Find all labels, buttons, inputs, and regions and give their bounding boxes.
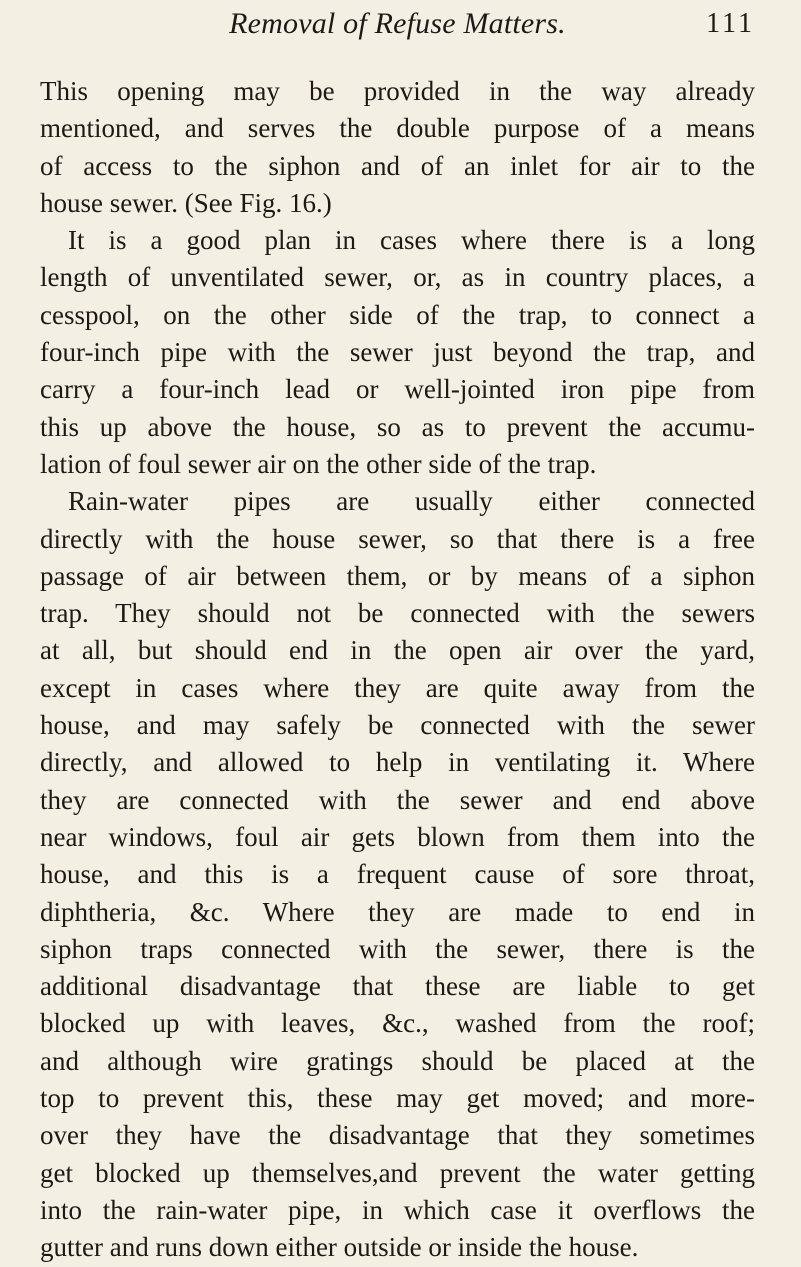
running-head	[40, 4, 755, 44]
text-line: at all, but should end in the open air over the yard,	[40, 635, 755, 666]
text-line: diphtheria, &c. Where they are made to end in	[40, 896, 755, 927]
text-line: Rain-water pipes are usually either connected	[68, 486, 755, 517]
body-text	[40, 73, 755, 1267]
text-line: It is a good plan in cases where there is a long	[68, 225, 755, 256]
text-line: trap. They should not be connected with the sewers	[40, 598, 755, 629]
text-line: four-inch pipe with the sewer just beyond the trap, and	[40, 337, 755, 368]
text-line: house, and this is a frequent cause of sore throat,	[40, 859, 755, 890]
text-line: directly with the house sewer, so that there is a free	[40, 523, 755, 554]
page-number: 111	[706, 8, 755, 39]
text-line: siphon traps connected with the sewer, there is the	[40, 933, 755, 964]
text-line: except in cases where they are quite away from the	[40, 672, 755, 703]
text-line: directly, and allowed to help in ventilating it. Where	[40, 747, 755, 778]
text-line: passage of air between them, or by means of a siphon	[40, 560, 755, 591]
text-line: top to prevent this, these may get moved; and more-	[40, 1083, 755, 1114]
text-line: additional disadvantage that these are liable to get	[40, 971, 755, 1002]
text-line: of access to the siphon and of an inlet for air to the	[40, 150, 755, 181]
text-line: gutter and runs down either outside or inside the house.	[40, 1232, 639, 1263]
text-line: and although wire gratings should be placed at the	[40, 1045, 755, 1076]
text-line: near windows, foul air gets blown from them into the	[40, 821, 755, 852]
text-line: This opening may be provided in the way already	[40, 76, 755, 106]
running-title: Removal of Refuse Matters.	[229, 7, 566, 40]
text-line: carry a four-inch lead or well-jointed iron pipe from	[40, 374, 755, 405]
text-line: they are connected with the sewer and end above	[40, 784, 755, 815]
text-line: get blocked up themselves,and prevent the water getting	[40, 1157, 755, 1188]
text-line: into the rain-water pipe, in which case it overflows the	[40, 1194, 755, 1225]
text-line: mentioned, and serves the double purpose of a means	[40, 113, 755, 144]
text-line: blocked up with leaves, &c., washed from the roof;	[40, 1008, 755, 1039]
text-line: house sewer. (See Fig. 16.)	[40, 187, 332, 218]
text-line: over they have the disadvantage that they sometimes	[40, 1120, 755, 1151]
text-line: lation of foul sewer air on the other side of the trap.	[40, 448, 597, 479]
text-line: cesspool, on the other side of the trap, to connect a	[40, 299, 755, 330]
text-line: this up above the house, so as to prevent the accumu-	[40, 411, 755, 442]
text-line: house, and may safely be connected with the sewer	[40, 710, 755, 741]
text-line: length of unventilated sewer, or, as in country places, a	[40, 262, 755, 293]
